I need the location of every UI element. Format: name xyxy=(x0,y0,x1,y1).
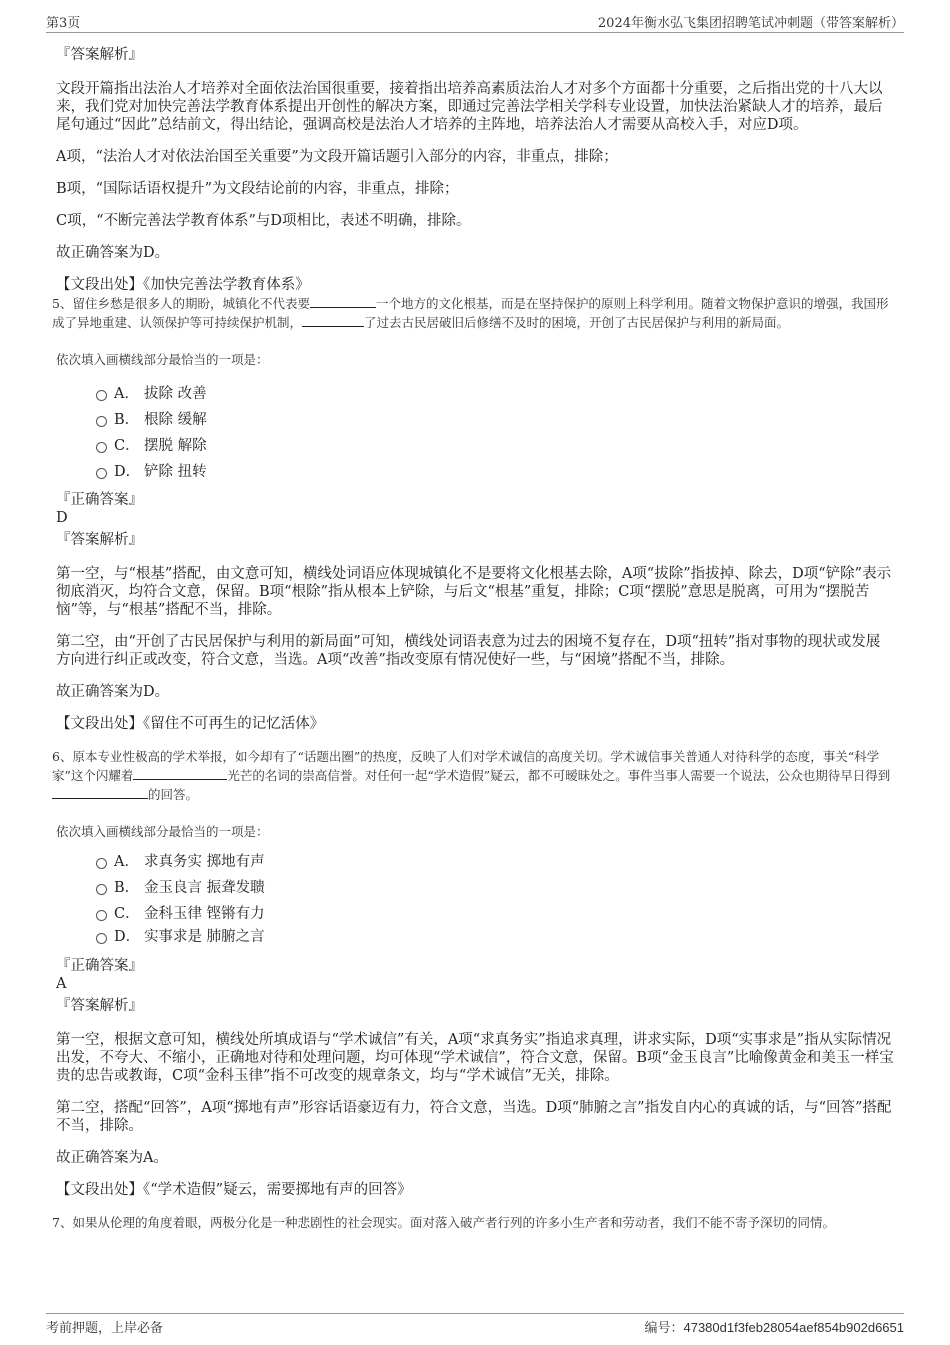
q5-analysis-paragraph-2: 第二空，由“开创了古民居保护与利用的新局面”可知，横线处词语表意为过去的困境不复存在，D项“扭转”指对事物的现状或发展方向进行纠正或改变，符合文意，当选。A项“改善”指改变原有情况使好一些，与“困境”搭配不当，排除。 xyxy=(56,634,881,668)
q6-blank-1 xyxy=(133,767,227,780)
q5-analysis-label: 『答案解析』 xyxy=(56,532,143,548)
q6-instruction: 依次填入画横线部分最恰当的一项是： xyxy=(56,824,269,839)
page-header xyxy=(46,10,904,33)
q6-option-b[interactable]: B． 金玉良言 振聋发聩 xyxy=(56,875,894,901)
q6-option-a[interactable]: A． 求真务实 掷地有声 xyxy=(56,849,894,875)
q6-analysis-paragraph-1: 第一空，根据文意可知，横线处所填成语与“学术诚信”有关，A项“求真务实”指追求真理，讲求实际，D项“实事求是”指从实际情况出发，不夸大、不缩小，正确地对待和处理问题，均可体现“学术诚信”，符合文意，保留。B项“金玉良言”比喻像黄金和美玉一样宝贵的忠告或教诲，C项“金科玉律”指不可改变的规章条文，均与“学术诚信”无关，排除。 xyxy=(56,1032,894,1084)
q4-analysis-option-b: B项，“国际话语权提升”为文段结论前的内容，非重点，排除； xyxy=(56,181,459,197)
q6-stem xyxy=(52,747,894,804)
q6-answer-label: 『正确答案』 xyxy=(56,958,143,974)
q5-stem-part2: 一个地方的文化根基，而是在坚持保护的原则上科学利用。随着文物保护意识的增强，我国形成了异地重建、认领保护等可持续保护机制， xyxy=(52,296,889,330)
q5-option-c[interactable]: C． 摆脱 解除 xyxy=(56,433,894,459)
q6-answer: A xyxy=(56,976,67,992)
q6-option-d[interactable]: D． 实事求是 肺腑之言 xyxy=(56,927,894,947)
q7-stem: 7、如果从伦理的角度着眼，两极分化是一种悲剧性的社会现实。面对落入破产者行列的许多小生产者和劳动者，我们不能不寄予深切的同情。 xyxy=(52,1215,835,1230)
radio-button-icon[interactable] xyxy=(96,858,107,869)
radio-button-icon[interactable] xyxy=(96,933,107,944)
q4-conclusion: 故正确答案为D。 xyxy=(56,245,170,261)
q5-option-a[interactable]: A． 拔除 改善 xyxy=(56,381,894,407)
page-number: 第3页 xyxy=(46,16,81,31)
q6-stem-part1: 6、原本专业性极高的学术举报，如今却有了“话题出圈”的热度，反映了人们对学术诚信的高度关切。学术诚信事关普通人对待科学的态度，事关“科学家”这个闪耀着 xyxy=(52,749,880,783)
q5-stem-part3: 了过去古民居破旧后修缮不及时的困境，开创了古民居保护与利用的新局面。 xyxy=(364,315,790,330)
q6-conclusion: 故正确答案为A。 xyxy=(56,1150,168,1166)
footer-slogan: 考前押题，上岸必备 xyxy=(46,1321,164,1336)
q4-analysis-option-c: C项，“不断完善法学教育体系”与D项相比，表述不明确，排除。 xyxy=(56,213,471,229)
q4-analysis-label: 『答案解析』 xyxy=(56,47,143,63)
document-serial: 编号：47380d1f3feb28054aef854b902d6651 xyxy=(644,1320,904,1335)
q5-instruction: 依次填入画横线部分最恰当的一项是： xyxy=(56,352,269,367)
q6-options xyxy=(56,849,894,947)
q6-source: 【文段出处】《“学术造假”疑云，需要掷地有声的回答》 xyxy=(56,1182,412,1198)
q5-options xyxy=(56,381,894,485)
q5-conclusion: 故正确答案为D。 xyxy=(56,684,170,700)
q5-stem xyxy=(52,294,894,332)
q4-source: 【文段出处】《加快完善法学教育体系》 xyxy=(56,277,310,293)
q4-analysis-paragraph: 文段开篇指出法治人才培养对全面依法治国很重要，接着指出培养高素质法治人才对多个方面都十分重要，之后指出党的十八大以来，我们党对加快完善法学教育体系提出开创性的解决方案，即通过完善法学相关学科专业设置，加快法治紧缺人才的培养，最后尾句通过“因此”总结前文，得出结论，强调高校是法治人才培养的主阵地，培养法治人才需要从高校入手，对应D项。 xyxy=(56,81,883,133)
q5-blank-1 xyxy=(310,295,376,308)
q5-analysis-paragraph-1: 第一空，与“根基”搭配，由文意可知，横线处词语应体现城镇化不是要将文化根基去除，A项“拔除”指拔掉、除去，D项“铲除”表示彻底消灭，均符合文意，保留。B项“根除”指从根本上铲除，与后文“根基”重复，排除；C项“摆脱”意思是脱离，可用为“摆脱苦恼”等，与“根基”搭配不当，排除。 xyxy=(56,566,892,618)
main-content xyxy=(52,46,894,1232)
q6-blank-2 xyxy=(52,786,148,799)
q5-answer-label: 『正确答案』 xyxy=(56,492,143,508)
q6-stem-part3: 的回答。 xyxy=(148,787,199,802)
q6-analysis-label: 『答案解析』 xyxy=(56,998,143,1014)
q5-answer: D xyxy=(56,510,68,526)
radio-button-icon[interactable] xyxy=(96,884,107,895)
radio-button-icon[interactable] xyxy=(96,390,107,401)
q5-option-d[interactable]: D． 铲除 扭转 xyxy=(56,459,894,485)
q6-stem-part2: 光芒的名词的崇高信誉。对任何一起“学术造假”疑云，都不可暧昧处之。事件当事人需要一个说法，公众也期待早日得到 xyxy=(227,768,891,783)
q6-option-c[interactable]: C． 金科玉律 铿锵有力 xyxy=(56,901,894,927)
radio-button-icon[interactable] xyxy=(96,442,107,453)
q5-stem-part1: 5、留住乡愁是很多人的期盼，城镇化不代表要 xyxy=(52,296,310,311)
q5-source: 【文段出处】《留住不可再生的记忆活体》 xyxy=(56,716,325,732)
radio-button-icon[interactable] xyxy=(96,468,107,479)
radio-button-icon[interactable] xyxy=(96,416,107,427)
q4-analysis-option-a: A项，“法治人才对依法治国至关重要”为文段开篇话题引入部分的内容，非重点，排除； xyxy=(56,149,618,165)
document-title: 2024年衡水弘飞集团招聘笔试冲刺题（带答案解析） xyxy=(597,16,904,31)
page-footer xyxy=(46,1313,904,1336)
q5-option-b[interactable]: B． 根除 缓解 xyxy=(56,407,894,433)
q6-analysis-paragraph-2: 第二空，搭配“回答”，A项“掷地有声”形容话语豪迈有力，符合文意，当选。D项“肺腑之言”指发自内心的真诚的话，与“回答”搭配不当，排除。 xyxy=(56,1100,892,1134)
radio-button-icon[interactable] xyxy=(96,910,107,921)
q5-blank-2 xyxy=(302,314,364,327)
